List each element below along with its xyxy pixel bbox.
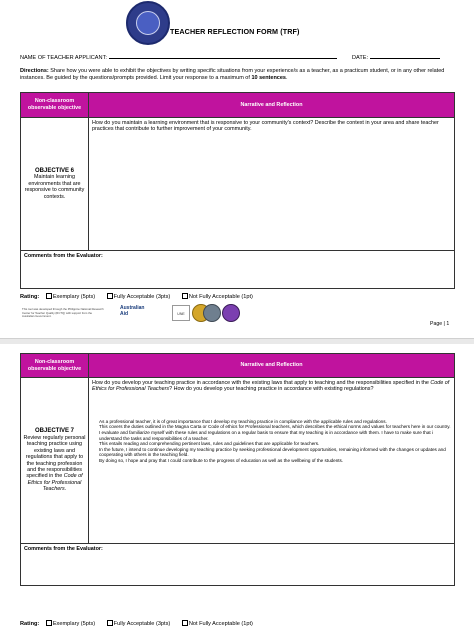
not-fully-acceptable-checkbox[interactable] — [182, 620, 188, 626]
answer-line: By doing so, I hope and pray that I could contribute to the progress of education as well as the wellbeing of the students. — [99, 457, 344, 463]
objective-7-title: OBJECTIVE 7 — [34, 428, 74, 435]
form-title: TEACHER REFLECTION FORM (TRF) — [170, 27, 300, 36]
objective-7-prompt-code: Code of Ethics for Professional Teachers — [92, 380, 450, 393]
objective-7-answer — [92, 419, 451, 464]
column-header-narrative: Narrative and Reflection — [89, 354, 455, 378]
objective-7-prompt-end: ? How do you develop your teaching practice in accordance with existing regulations? — [169, 386, 374, 393]
objective-7-code-of-ethics: Code of Ethics for Professional Teachers — [27, 473, 83, 493]
date-field[interactable] — [352, 54, 440, 61]
objective-7-description-end: . — [64, 486, 67, 493]
rating-label: Rating: — [20, 294, 40, 300]
objective-6-table — [20, 92, 455, 289]
comments-label: Comments from the Evaluator: — [24, 253, 103, 259]
rating-option-fully-acceptable: Fully Acceptable (3pts) — [113, 294, 171, 300]
partner-institution-logo — [222, 304, 240, 322]
answer-line: In the future, I intend to continue developing my teaching practice by seeking professional development opportunities, remaining informed with the changes or updates and cooperating with others in the teaching field. — [99, 446, 446, 458]
objective-7-description — [23, 435, 86, 493]
exemplary-checkbox[interactable] — [46, 620, 52, 626]
column-header-narrative: Narrative and Reflection — [89, 93, 455, 118]
page-number: Page | 1 — [430, 321, 450, 327]
column-header-objective: Non-classroom observable objective — [21, 354, 89, 378]
objective-7-narrative-cell[interactable] — [89, 378, 455, 544]
directions-text — [20, 68, 460, 82]
australian-aid-logo — [120, 306, 144, 317]
objective-6-prompt: How do you maintain a learning environment that is responsive to your community's context? Describe the context in your area and share teacher practices that contribute to further improvement of your community. — [92, 120, 439, 133]
footer-support-note: This tool was developed through the Philippine National Research Center for Teacher Quality (RCTQ) with support from the Australian Government. — [22, 307, 104, 319]
objective-7-table — [20, 353, 455, 586]
answer-line: I evaluate and familiarize myself with these rules and regulations on a regular basis to ensure that my teaching is in accordance with them. I have to make sure that i understand the tasks and responsibilities of a teacher. — [99, 430, 433, 441]
objective-7-prompt-text: How do you develop your teaching practice in accordance with the existing laws that apply to teaching and the responsibilities specified in the — [92, 380, 431, 386]
fully-acceptable-checkbox[interactable] — [107, 293, 113, 299]
answer-line: As a professional teacher, it is of great importance that I develop my teaching practice in compliance with the applicable rules and regulations. — [99, 418, 387, 424]
objective-6-description: Maintain learning environments that are responsive to community contexts. — [24, 174, 85, 200]
rating-option-not-fully-acceptable: Not Fully Acceptable (1pt) — [188, 294, 253, 300]
column-header-objective: Non-classroom observable objective — [21, 93, 89, 118]
applicant-name-line[interactable] — [109, 54, 337, 59]
objective-6-narrative-cell[interactable] — [89, 118, 455, 251]
evaluator-comments-box[interactable] — [21, 544, 455, 586]
rating-row — [20, 293, 253, 300]
rating-row — [20, 620, 253, 627]
directions-body: Share how you were able to exhibit the objectives by writing specific situations from your experience/s as a teacher, as a practicum student, or in any other related instances. Be guided by the questions/prompts provided. Limit your response to a maximum of — [20, 68, 445, 82]
objective-7-prompt — [92, 380, 451, 393]
rating-option-exemplary: Exemplary (5pts) — [52, 294, 96, 300]
rating-option-not-fully-acceptable: Not Fully Acceptable (1pt) — [188, 621, 253, 627]
objective-7-cell — [21, 378, 89, 544]
directions-label: Directions: — [20, 68, 49, 74]
objective-6-cell — [21, 118, 89, 251]
exemplary-checkbox[interactable] — [46, 293, 52, 299]
answer-line: This covers the duties outlined in the Magna Carta or Code of ethics for Professional teachers, which describes the ethical norms and values for teachers here in our country. — [99, 424, 451, 430]
deped-seal-logo — [126, 1, 170, 45]
date-line[interactable] — [370, 54, 440, 59]
evaluator-comments-box[interactable] — [21, 251, 455, 289]
philippine-normal-university-logo — [203, 304, 221, 322]
objective-7-description-text: Review regularly personal teaching practice using existing laws and regulations that apply to the teaching profession and the responsibilities specified in the — [23, 434, 86, 480]
aus-aid-line1: Australian — [120, 305, 145, 311]
date-label: DATE: — [352, 55, 369, 61]
comments-label: Comments from the Evaluator: — [24, 546, 103, 552]
applicant-label: NAME OF TEACHER APPLICANT: — [20, 55, 107, 61]
applicant-name-field[interactable] — [20, 54, 337, 61]
directions-end: . — [286, 75, 288, 82]
not-fully-acceptable-checkbox[interactable] — [182, 293, 188, 299]
fully-acceptable-checkbox[interactable] — [107, 620, 113, 626]
une-logo: UNE — [172, 305, 190, 321]
rating-option-fully-acceptable: Fully Acceptable (3pts) — [113, 621, 171, 627]
answer-line: This entails reading and comprehending pertinent laws, rules and guidelines that are applicable for teachers. — [99, 441, 320, 447]
rating-label: Rating: — [20, 621, 40, 627]
rating-option-exemplary: Exemplary (5pts) — [52, 621, 96, 627]
aus-aid-line2: Aid — [120, 310, 129, 317]
seal-center — [136, 11, 160, 35]
form-page-2 — [0, 344, 474, 632]
directions-emphasis: 10 sentences — [251, 75, 286, 82]
objective-6-title: OBJECTIVE 6 — [34, 167, 74, 174]
